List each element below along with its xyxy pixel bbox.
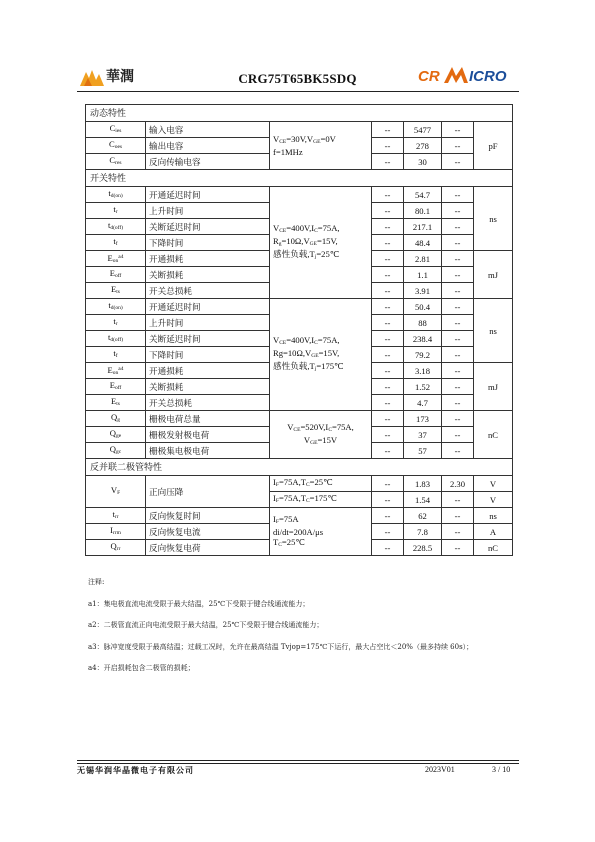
min-value: -- bbox=[372, 395, 404, 411]
max-value: -- bbox=[442, 347, 474, 363]
note-a4: a4：开启损耗包含二极管的损耗； bbox=[88, 664, 195, 672]
table-row bbox=[86, 476, 513, 492]
param-name: 开关总损耗 bbox=[146, 283, 270, 299]
section-switching: 开关特性 bbox=[86, 170, 513, 187]
typ-value: 4.7 bbox=[404, 395, 442, 411]
min-value: -- bbox=[372, 138, 404, 154]
max-value: -- bbox=[442, 492, 474, 508]
footer-rule bbox=[77, 760, 519, 764]
max-value: -- bbox=[442, 315, 474, 331]
symbol-tf: $t_f$ bbox=[86, 347, 146, 363]
test-condition: $V_{CE}=30V,V_{GE}=0V$ f=1MHz bbox=[270, 122, 372, 170]
param-name: 开通延迟时间 bbox=[146, 187, 270, 203]
min-value: -- bbox=[372, 299, 404, 315]
min-value: -- bbox=[372, 331, 404, 347]
param-name: 开通损耗 bbox=[146, 251, 270, 267]
min-value: -- bbox=[372, 508, 404, 524]
typ-value: 48.4 bbox=[404, 235, 442, 251]
min-value: -- bbox=[372, 187, 404, 203]
symbol-tr: $t_r$ bbox=[86, 315, 146, 331]
max-value: -- bbox=[442, 508, 474, 524]
symbol-irrm: $I_{rrm}$ bbox=[86, 524, 146, 540]
param-name: 反向恢复电荷 bbox=[146, 540, 270, 556]
param-name: 开关总损耗 bbox=[146, 395, 270, 411]
typ-value: 278 bbox=[404, 138, 442, 154]
max-value: -- bbox=[442, 443, 474, 459]
typ-value: 238.4 bbox=[404, 331, 442, 347]
min-value: -- bbox=[372, 476, 404, 492]
max-value: -- bbox=[442, 524, 474, 540]
symbol-qrr: $Q_{rr}$ bbox=[86, 540, 146, 556]
typ-value: 217.1 bbox=[404, 219, 442, 235]
max-value: -- bbox=[442, 154, 474, 170]
typ-value: 1.1 bbox=[404, 267, 442, 283]
max-value: -- bbox=[442, 395, 474, 411]
param-name: 栅极电荷总量 bbox=[146, 411, 270, 427]
test-condition: $V_{CE}=400V,I_C=75A$, $Rg=10\Omega,V_{GE}=15V$, 感性负载$,T_j=175℃$ bbox=[270, 299, 372, 411]
typ-value: 88 bbox=[404, 315, 442, 331]
min-value: -- bbox=[372, 235, 404, 251]
param-name: 关断延迟时间 bbox=[146, 331, 270, 347]
note-a3: a3：脉冲宽度受限于最高结温；过载工况时，允许在最高结温 Tvjop=175℃下运行，最大占空比＜20%（最多持续 60s）； bbox=[88, 642, 474, 651]
max-value: -- bbox=[442, 363, 474, 379]
min-value: -- bbox=[372, 219, 404, 235]
svg-text:華潤: 華潤 bbox=[106, 69, 134, 85]
min-value: -- bbox=[372, 540, 404, 556]
max-value: -- bbox=[442, 219, 474, 235]
section-dynamic: 动态特性 bbox=[86, 105, 513, 122]
param-name: 开通损耗 bbox=[146, 363, 270, 379]
symbol-cres: $C_{res}$ bbox=[86, 154, 146, 170]
symbol-tdoff: $t_{d(off)}$ bbox=[86, 331, 146, 347]
symbol-qgc: $Q_{gc}$ bbox=[86, 443, 146, 459]
unit: nC bbox=[474, 411, 513, 459]
max-value: -- bbox=[442, 331, 474, 347]
typ-value: 54.7 bbox=[404, 187, 442, 203]
unit: V bbox=[474, 476, 513, 492]
param-name: 上升时间 bbox=[146, 203, 270, 219]
symbol-ets: $E_{ts}$ bbox=[86, 395, 146, 411]
min-value: -- bbox=[372, 427, 404, 443]
symbol-cies: $C_{ies}$ bbox=[86, 122, 146, 138]
min-value: -- bbox=[372, 492, 404, 508]
min-value: -- bbox=[372, 379, 404, 395]
svg-text:CR: CR bbox=[418, 68, 440, 85]
typ-value: 79.2 bbox=[404, 347, 442, 363]
max-value: -- bbox=[442, 427, 474, 443]
typ-value: 37 bbox=[404, 427, 442, 443]
typ-value: 50.4 bbox=[404, 299, 442, 315]
document-title: CRG75T65BK5SDQ bbox=[238, 71, 357, 86]
unit: pF bbox=[474, 122, 513, 170]
symbol-trr: $t_{rr}$ bbox=[86, 508, 146, 524]
cr-micro-logo bbox=[416, 64, 514, 86]
typ-value: 30 bbox=[404, 154, 442, 170]
test-condition: $V_{CE}=400V,I_C=75A$, $R_g=10\Omega,V_{GE}=15V$, 感性负载$,T_j=25℃$ bbox=[270, 187, 372, 299]
min-value: -- bbox=[372, 524, 404, 540]
svg-text:ICRO: ICRO bbox=[469, 68, 507, 85]
symbol-tdoff: $t_{d(off)}$ bbox=[86, 219, 146, 235]
param-name: 下降时间 bbox=[146, 347, 270, 363]
symbol-tr: $t_r$ bbox=[86, 203, 146, 219]
param-name: 反向传输电容 bbox=[146, 154, 270, 170]
min-value: -- bbox=[372, 122, 404, 138]
min-value: -- bbox=[372, 283, 404, 299]
symbol-eoff: $E_{off}$ bbox=[86, 267, 146, 283]
max-value: -- bbox=[442, 267, 474, 283]
max-value: -- bbox=[442, 379, 474, 395]
notes-title: 注释: bbox=[88, 578, 105, 586]
typ-value: 2.81 bbox=[404, 251, 442, 267]
param-name: 下降时间 bbox=[146, 235, 270, 251]
max-value: -- bbox=[442, 251, 474, 267]
max-value: -- bbox=[442, 299, 474, 315]
max-value: -- bbox=[442, 138, 474, 154]
min-value: -- bbox=[372, 347, 404, 363]
symbol-tdon: $t_{d(on)}$ bbox=[86, 187, 146, 203]
unit: ns bbox=[474, 187, 513, 251]
note-a2: a2：二极管直流正向电流受限于最大结温，25℃下受限于键合线通流能力； bbox=[88, 621, 324, 629]
symbol-vf: $V_F$ bbox=[86, 476, 146, 508]
unit: mJ bbox=[474, 363, 513, 411]
param-name: 栅极集电极电荷 bbox=[146, 443, 270, 459]
symbol-tdon: $t_{d(on)}$ bbox=[86, 299, 146, 315]
min-value: -- bbox=[372, 443, 404, 459]
max-value: 2.30 bbox=[442, 476, 474, 492]
footer-company: 无锡华润华晶微电子有限公司 bbox=[77, 766, 194, 775]
footer-version: 2023V01 bbox=[425, 765, 455, 774]
typ-value: 1.52 bbox=[404, 379, 442, 395]
max-value: -- bbox=[442, 540, 474, 556]
min-value: -- bbox=[372, 251, 404, 267]
param-name: 输入电容 bbox=[146, 122, 270, 138]
param-name: 反向恢复电流 bbox=[146, 524, 270, 540]
unit: ns bbox=[474, 299, 513, 363]
min-value: -- bbox=[372, 315, 404, 331]
header-rule bbox=[77, 91, 519, 92]
typ-value: 80.1 bbox=[404, 203, 442, 219]
unit: A bbox=[474, 524, 513, 540]
max-value: -- bbox=[442, 411, 474, 427]
note-a1: a1：集电极直流电流受限于最大结温，25℃下受限于键合线通流能力； bbox=[88, 599, 310, 608]
section-diode: 反并联二极管特性 bbox=[86, 459, 513, 476]
max-value: -- bbox=[442, 187, 474, 203]
unit: mJ bbox=[474, 251, 513, 299]
test-condition: $V_{CE}=520V,I_C=75A$, $V_{GE}=15V$ bbox=[270, 411, 372, 459]
symbol-qg: $Q_g$ bbox=[86, 411, 146, 427]
max-value: -- bbox=[442, 235, 474, 251]
param-name: 开通延迟时间 bbox=[146, 299, 270, 315]
typ-value: 7.8 bbox=[404, 524, 442, 540]
typ-value: 62 bbox=[404, 508, 442, 524]
param-name: 上升时间 bbox=[146, 315, 270, 331]
max-value: -- bbox=[442, 122, 474, 138]
symbol-eon: $E_{on}^{a4}$ bbox=[86, 363, 146, 379]
test-condition: $I_F=75A,T_C=25℃$ bbox=[270, 476, 372, 492]
param-name: 关断损耗 bbox=[146, 379, 270, 395]
page-number: 3 / 10 bbox=[492, 765, 511, 774]
min-value: -- bbox=[372, 267, 404, 283]
symbol-coes: $C_{oes}$ bbox=[86, 138, 146, 154]
typ-value: 1.83 bbox=[404, 476, 442, 492]
symbol-qge: $Q_{ge}$ bbox=[86, 427, 146, 443]
typ-value: 1.54 bbox=[404, 492, 442, 508]
symbol-eon: $E_{on}^{a4}$ bbox=[86, 251, 146, 267]
notes bbox=[88, 577, 528, 685]
param-name: 栅极发射极电荷 bbox=[146, 427, 270, 443]
param-name: 输出电容 bbox=[146, 138, 270, 154]
symbol-eoff: $E_{off}$ bbox=[86, 379, 146, 395]
unit: nC bbox=[474, 540, 513, 556]
test-condition: $I_F=75A$ di/dt=200A/μs $T_C=25℃$ bbox=[270, 508, 372, 556]
typ-value: 57 bbox=[404, 443, 442, 459]
typ-value: 3.18 bbox=[404, 363, 442, 379]
test-condition: $I_F=75A,T_C=175℃$ bbox=[270, 492, 372, 508]
table-row bbox=[86, 411, 513, 427]
param-name: 关断损耗 bbox=[146, 267, 270, 283]
table-row bbox=[86, 508, 513, 524]
min-value: -- bbox=[372, 203, 404, 219]
table-row bbox=[86, 122, 513, 138]
min-value: -- bbox=[372, 154, 404, 170]
table-row bbox=[86, 187, 513, 203]
symbol-ets: $E_{ts}$ bbox=[86, 283, 146, 299]
dynamic-characteristics-table bbox=[85, 104, 513, 556]
table-row bbox=[86, 299, 513, 315]
min-value: -- bbox=[372, 411, 404, 427]
max-value: -- bbox=[442, 203, 474, 219]
param-name: 反向恢复时间 bbox=[146, 508, 270, 524]
param-name: 关断延迟时间 bbox=[146, 219, 270, 235]
typ-value: 228.5 bbox=[404, 540, 442, 556]
unit: V bbox=[474, 492, 513, 508]
unit: ns bbox=[474, 508, 513, 524]
max-value: -- bbox=[442, 283, 474, 299]
symbol-tf: $t_f$ bbox=[86, 235, 146, 251]
min-value: -- bbox=[372, 363, 404, 379]
param-name: 正向压降 bbox=[146, 476, 270, 508]
typ-value: 5477 bbox=[404, 122, 442, 138]
typ-value: 173 bbox=[404, 411, 442, 427]
typ-value: 3.91 bbox=[404, 283, 442, 299]
